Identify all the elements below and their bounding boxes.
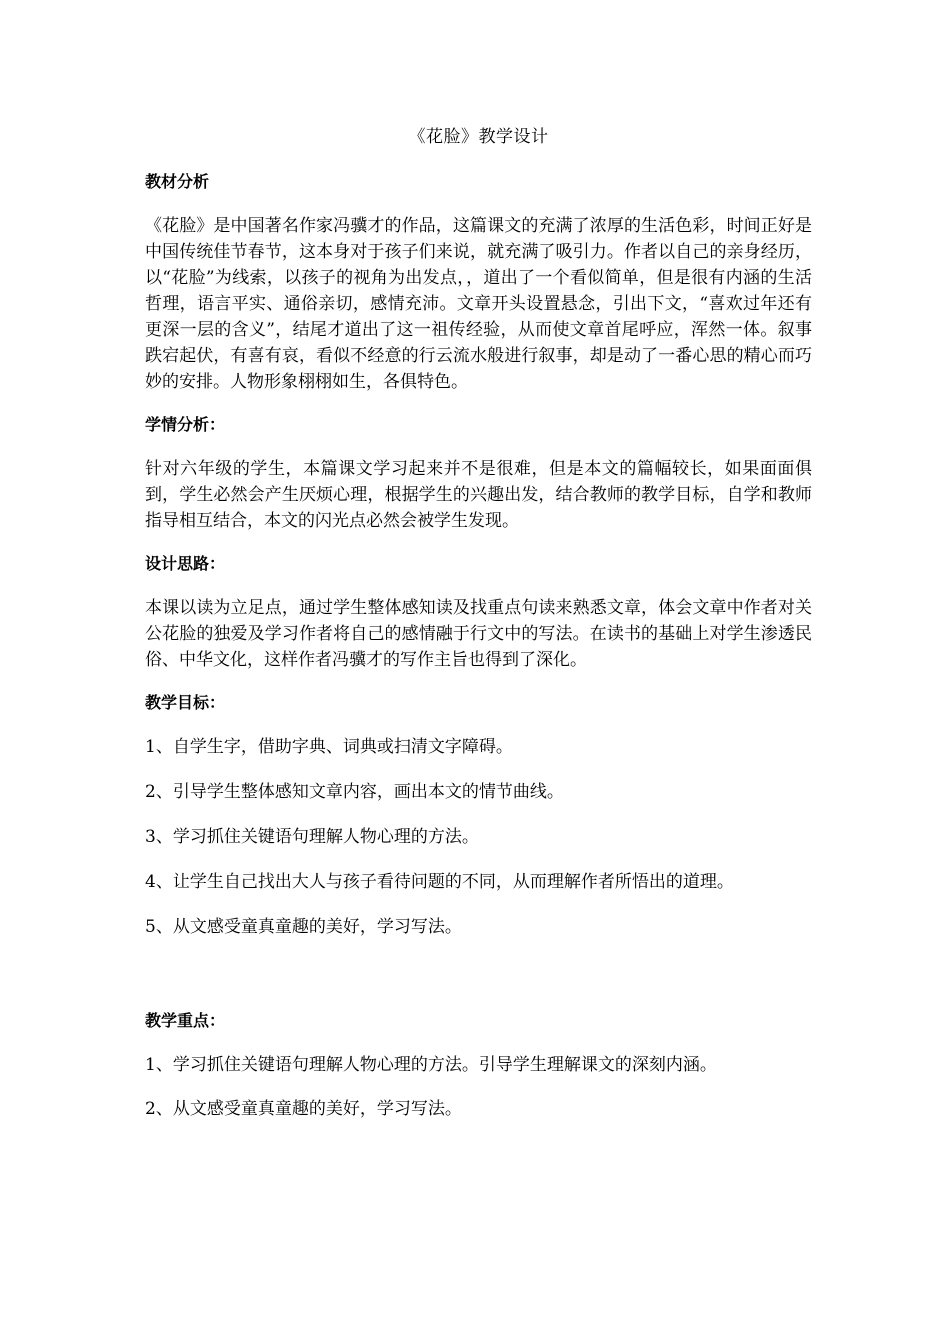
goal-item-5: 5、从文感受童真童趣的美好，学习写法。 — [145, 917, 462, 937]
focus-list — [145, 1052, 812, 1122]
goal-item-1: 1、自学生字，借助字典、词典或扫清文字障碍。 — [145, 737, 513, 757]
document-page — [145, 124, 812, 1140]
section-heading-focus: 教学重点： — [145, 1011, 226, 1030]
focus-item-1: 1、学习抓住关键语句理解人物心理的方法。引导学生理解课文的深刻内涵。 — [145, 1055, 717, 1075]
section-text-students: 针对六年级的学生，本篇课文学习起来并不是很难，但是本文的篇幅较长，如果面面俱到，学生必然会产生厌烦心理，根据学生的兴趣出发，结合教师的教学目标，自学和教师指导相互结合，本文的闪光点必然会被学生发现。 — [145, 459, 812, 531]
section-text-design: 本课以读为立足点，通过学生整体感知读及找重点句读来熟悉文章，体会文章中作者对关公花脸的独爱及学习作者将自己的感情融于行文中的写法。在读书的基础上对学生渗透民俗、中华文化，这样作者冯骥才的写作主旨也得到了深化。 — [145, 598, 812, 670]
goals-list — [145, 734, 812, 940]
goal-item-4: 4、让学生自己找出大人与孩子看待问题的不同，从而理解作者所悟出的道理。 — [145, 872, 734, 892]
section-text-material: 《花脸》是中国著名作家冯骥才的作品，这篇课文的充满了浓厚的生活色彩，时间正好是中国传统佳节春节，这本身对于孩子们来说，就充满了吸引力。作者以自己的亲身经历，以“花脸”为线索，以孩子的视角为出发点，，道出了一个看似简单，但是很有内涵的生活哲理，语言平实、通俗亲切，感情充沛。文章开头设置悬念，引出下文，“喜欢过年还有更深一层的含义”，结尾才道出了这一祖传经验，从而使文章首尾呼应，浑然一体。叙事跌宕起伏，有喜有哀，看似不经意的行云流水般进行叙事，却是动了一番心思的精心而巧妙的安排。人物形象栩栩如生，各俱特色。 — [145, 216, 812, 392]
document-title: 《花脸》教学设计 — [408, 127, 549, 147]
goal-item-2: 2、引导学生整体感知文章内容，画出本文的情节曲线。 — [145, 782, 564, 802]
goal-item-3: 3、学习抓住关键语句理解人物心理的方法。 — [145, 827, 479, 847]
section-heading-design: 设计思路： — [145, 554, 226, 573]
section-heading-goals: 教学目标： — [145, 693, 226, 712]
blank-gap — [145, 940, 812, 1009]
section-heading-material: 教材分析 — [145, 172, 210, 191]
section-heading-students: 学情分析： — [145, 415, 226, 434]
focus-item-2: 2、从文感受童真童趣的美好，学习写法。 — [145, 1099, 462, 1119]
